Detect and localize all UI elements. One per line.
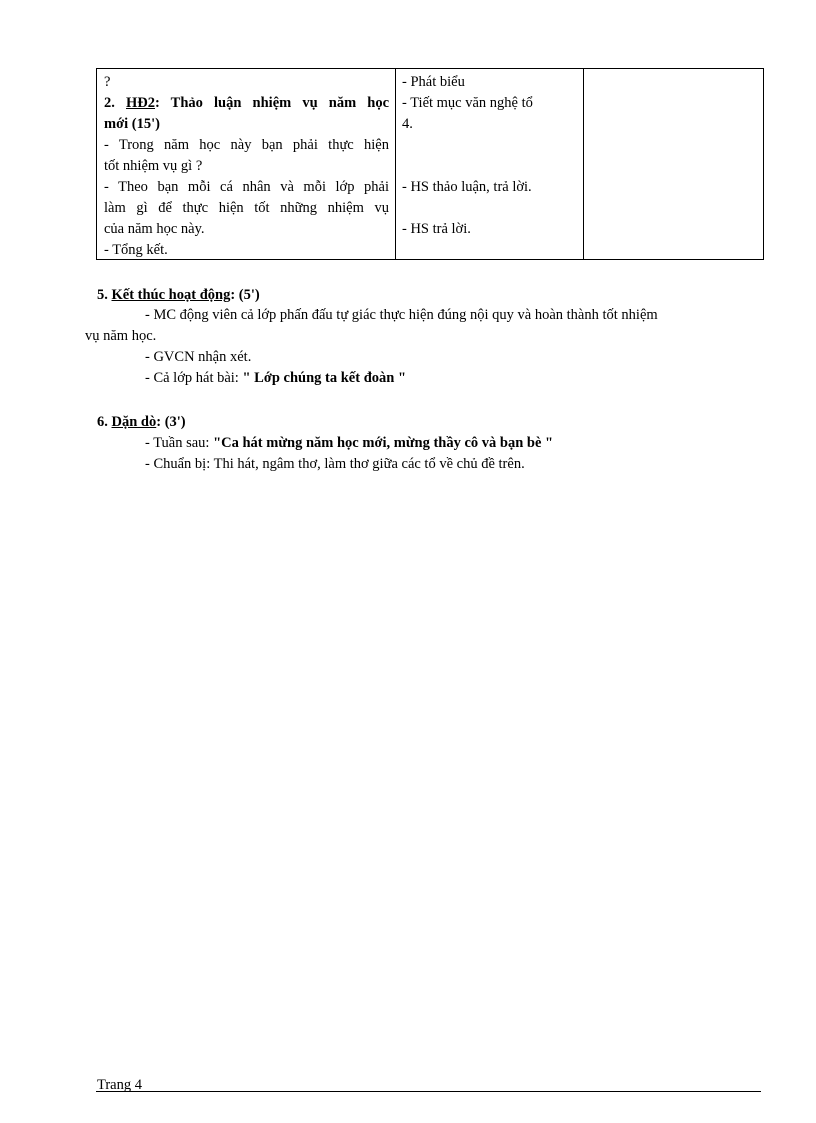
section-6-line: - Chuẩn bị: Thi hát, ngâm thơ, làm thơ giữa các tổ về chủ đề trên. <box>145 456 525 472</box>
section-5-line: - GVCN nhận xét. <box>145 349 252 365</box>
table-line: tốt nhiệm vụ gì ? <box>104 158 203 174</box>
table-line: của năm học này. <box>104 221 205 237</box>
hd2-code: HĐ2 <box>126 95 155 111</box>
section-6-title: Dặn dò <box>111 414 157 430</box>
table-line: 4. <box>402 116 413 132</box>
page-number: Trang 4 <box>97 1077 142 1093</box>
student-activities-column <box>396 69 584 259</box>
table-line: làm gì để thực hiện tốt những nhiệm vụ <box>104 200 389 216</box>
section-6-heading: 6. Dặn dò: (3') <box>97 414 186 430</box>
notes-column <box>584 69 763 259</box>
table-line: - Tiết mục văn nghệ tổ <box>402 95 533 111</box>
section-6-line: - Tuần sau: "Ca hát mừng năm học mới, mừng thầy cô và bạn bè " <box>145 435 554 451</box>
table-line: - Phát biểu <box>402 74 465 90</box>
table-line: - HS thảo luận, trả lời. <box>402 179 532 195</box>
table-line: - Trong năm học này bạn phải thực hiện <box>104 137 389 153</box>
section-5-line: vụ năm học. <box>85 328 157 344</box>
section-5-heading: 5. Kết thúc hoạt động: (5') <box>97 287 260 303</box>
song-title: " Lớp chúng ta kết đoàn " <box>242 370 406 386</box>
footer-rule <box>96 1091 761 1092</box>
hd2-heading: 2. HĐ2: Thảo luận nhiệm vụ năm học <box>104 95 390 111</box>
table-line: - Tổng kết. <box>104 242 168 258</box>
next-week-topic: "Ca hát mừng năm học mới, mừng thầy cô và bạn bè " <box>213 435 554 451</box>
table-line: - HS trả lời. <box>402 221 471 237</box>
section-5-title: Kết thúc hoạt động <box>111 287 231 303</box>
section-5-line: - Cả lớp hát bài: " Lớp chúng ta kết đoàn " <box>145 370 406 386</box>
table-line: ? <box>104 74 111 90</box>
teacher-activities-column <box>97 69 396 259</box>
section-5-line: - MC động viên cả lớp phấn đấu tự giác thực hiện đúng nội quy và hoàn thành tốt nhiệm <box>145 307 658 323</box>
hd2-heading-cont: mới (15') <box>104 116 160 132</box>
activity-table <box>96 68 764 260</box>
table-line: - Theo bạn mỗi cá nhân và mỗi lớp phải <box>104 179 389 195</box>
